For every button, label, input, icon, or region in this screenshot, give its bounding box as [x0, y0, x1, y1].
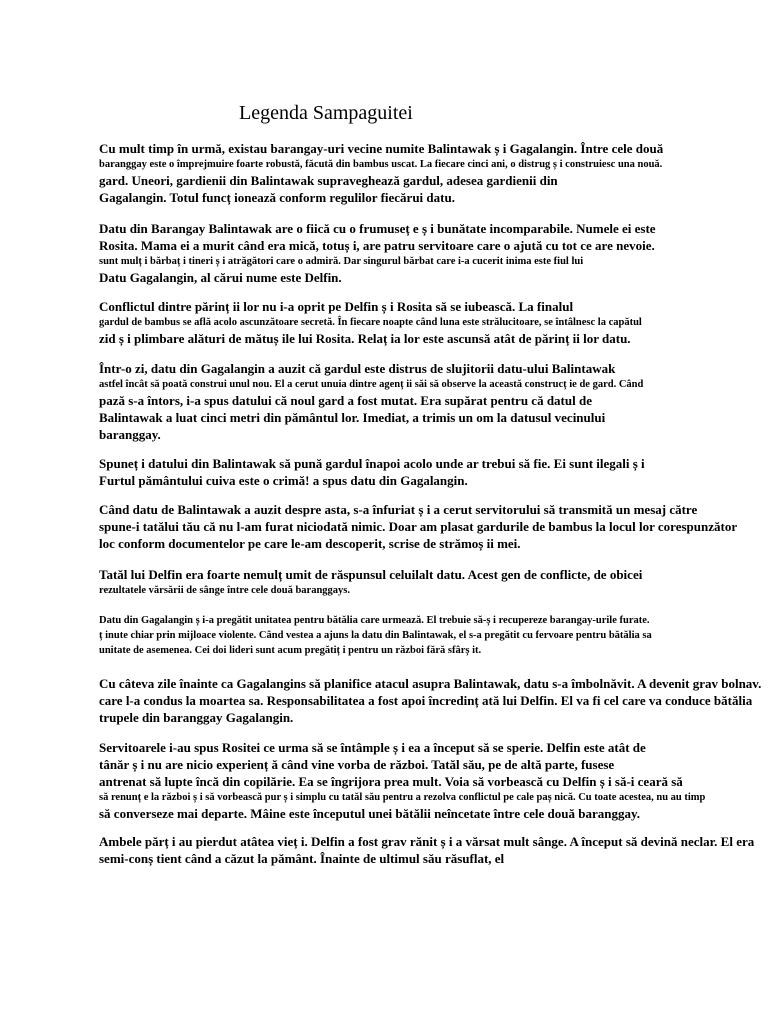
- paragraph-7: [99, 566, 642, 598]
- paragraph-10: [99, 739, 705, 822]
- paragraph-line: spune-i tatălui tău că nu l-am furat niciodată nimic. Doar am plasat gardurile de bambus la locul lor corespunzător: [99, 519, 738, 534]
- paragraph-9: [99, 675, 761, 726]
- paragraph-line: rezultatele vărsării de sânge între cele două baranggays.: [99, 585, 350, 596]
- paragraph-line: semi-conș tient când a căzut la pământ. Înainte de ultimul său răsuflat, el: [99, 851, 505, 866]
- paragraph-line: zid ș i plimbare alături de mătuș ile lui Rosita. Relaț ia lor este ascunsă atât de părinț ii lor datu.: [99, 331, 631, 346]
- paragraph-line: care l-a condus la moartea sa. Responsabilitatea a fost apoi încredinț ată lui Delfin. El va fi cel care va conduce bătălia: [99, 693, 753, 708]
- paragraph-line: Gagalangin. Totul funcț ionează conform regulilor fiecărui datu.: [99, 190, 455, 205]
- paragraph-6: [99, 501, 737, 552]
- paragraph-line: trupele din baranggay Gagalangin.: [99, 710, 294, 725]
- paragraph-line: Datu din Gagalangin ș i-a pregătit unitatea pentru bătălia care urmează. El trebuie să-ș i recupereze barangay-urile furate.: [99, 615, 650, 626]
- paragraph-line: Spuneț i datului din Balintawak să pună gardul înapoi acolo unde ar trebui să fie. Ei sunt ilegali ș i: [99, 456, 645, 471]
- paragraph-line: Ambele părț i au pierdut atâtea vieț i. Delfin a fost grav rănit ș i a vărsat mult sânge. A început să devină neclar. El era: [99, 834, 755, 849]
- paragraph-2: [99, 220, 656, 286]
- paragraph-3: [99, 298, 642, 347]
- paragraph-line: tânăr ș i nu are nicio experienț ă când vine vorba de război. Tatăl său, pe de altă parte, fusese: [99, 757, 615, 772]
- paragraph-1: [99, 140, 663, 206]
- paragraph-8: [99, 613, 652, 658]
- paragraph-line: să renunț e la război ș i să vorbească pur ș i simplu cu tatăl său pentru a rezolva conflictul pe cale paș nică. Cu toate acestea, nu au timp: [99, 792, 706, 803]
- paragraph-line: loc conform documentelor pe care le-am descoperit, scrise de strămoș ii mei.: [99, 536, 521, 551]
- paragraph-line: Într-o zi, datu din Gagalangin a auzit că gardul este distrus de slujitorii datu-ului Balintawak: [99, 361, 616, 376]
- paragraph-11: [99, 833, 754, 867]
- paragraph-line: sunt mulț i bărbaț i tineri ș i atrăgători care o admiră. Dar singurul bărbat care i-a cucerit inima este fiul lui: [99, 256, 584, 267]
- paragraph-line: pază s-a întors, i-a spus datului că noul gard a fost mutat. Era supărat pentru că datul de: [99, 393, 592, 408]
- paragraph-line: unitate de asemenea. Cei doi lideri sunt acum pregătiț i pentru un război fără sfârș it.: [99, 645, 482, 656]
- paragraph-line: baranggay.: [99, 427, 161, 442]
- page-title: Legenda Sampaguitei: [239, 102, 413, 124]
- paragraph-line: Furtul pământului cuiva este o crimă! a spus datu din Gagalangin.: [99, 473, 468, 488]
- paragraph-line: astfel încât să poată construi unul nou. El a cerut unuia dintre agenț ii săi să observe la această construcț ie de gard. Când: [99, 379, 644, 390]
- paragraph-line: Balintawak a luat cinci metri din pământul lor. Imediat, a trimis un om la datusul vecinului: [99, 410, 606, 425]
- paragraph-5: [99, 455, 645, 489]
- paragraph-line: Datu din Barangay Balintawak are o fiică cu o frumuseț e ș i bunătate incomparabile. Numele ei este: [99, 221, 656, 236]
- paragraph-line: să converseze mai departe. Mâine este începutul unei bătălii neîncetate între cele două baranggay.: [99, 806, 640, 821]
- paragraph-line: Rosita. Mama ei a murit când era mică, totuș i, are patru servitoare care o ajută cu tot ce are nevoie.: [99, 238, 655, 253]
- paragraph-line: gard. Uneori, gardienii din Balintawak supraveghează gardul, adesea gardienii din: [99, 173, 558, 188]
- paragraph-line: ț inute chiar prin mijloace violente. Când vestea a ajuns la datu din Balintawak, el s-a pregătit cu fervoare pentru bătălia sa: [99, 630, 652, 641]
- paragraph-line: Servitoarele i-au spus Rositei ce urma să se întâmple ș i ea a început să se sperie. Delfin este atât de: [99, 740, 646, 755]
- paragraph-line: Datu Gagalangin, al cărui nume este Delfin.: [99, 270, 342, 285]
- paragraph-line: antrenat să lupte încă din copilărie. Ea se îngrijora prea mult. Voia să vorbească cu Delfin ș i să-i ceară să: [99, 774, 683, 789]
- paragraph-4: [99, 360, 643, 443]
- paragraph-line: baranggay este o împrejmuire foarte robustă, făcută din bambus uscat. La fiecare cinci ani, o distrug ș i construiesc una nouă.: [99, 159, 663, 170]
- paragraph-line: Tatăl lui Delfin era foarte nemulț umit de răspunsul celuilalt datu. Acest gen de conflicte, de obicei: [99, 567, 643, 582]
- paragraph-line: Cu mult timp în urmă, existau barangay-uri vecine numite Balintawak ș i Gagalangin. Între cele două: [99, 141, 664, 156]
- paragraph-line: gardul de bambus se află acolo ascunzătoare secretă. În fiecare noapte când luna este strălucitoare, se întâlnesc la capătul: [99, 317, 642, 328]
- paragraph-line: Când datu de Balintawak a auzit despre asta, s-a înfuriat ș i a cerut servitorului să transmită un mesaj către: [99, 502, 698, 517]
- paragraph-line: Cu câteva zile înainte ca Gagalangins să planifice atacul asupra Balintawak, datu s-a îmbolnăvit. A devenit grav bolnav.: [99, 676, 762, 691]
- paragraph-line: Conflictul dintre părinț ii lor nu i-a oprit pe Delfin ș i Rosita să se iubească. La finalul: [99, 299, 574, 314]
